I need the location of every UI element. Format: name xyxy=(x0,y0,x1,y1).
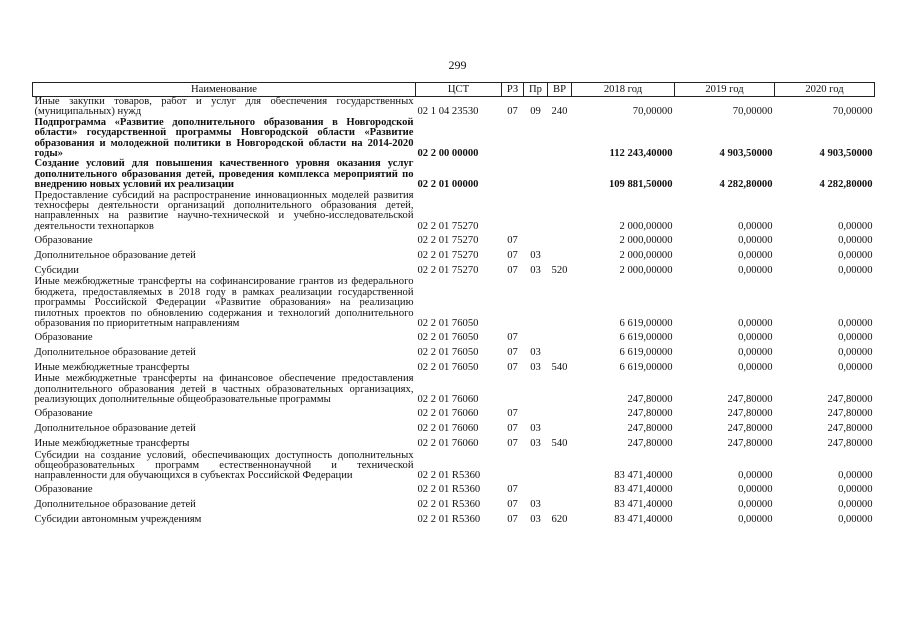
row-2018: 2 000,00000 xyxy=(619,249,673,261)
row-rz xyxy=(502,374,524,405)
table-row xyxy=(33,247,875,262)
row-name: Иные межбюджетные трансферты на финансовое обеспечение предоставления дополнительного образования детей в частных образовательных организациях, реализующих дополнительные общеобразовательные программы xyxy=(34,373,414,406)
row-2020: 0,00000 xyxy=(838,331,873,343)
row-vr xyxy=(548,329,572,344)
row-vr xyxy=(548,118,572,160)
row-name: Образование xyxy=(34,408,93,420)
table-row xyxy=(33,191,875,233)
table-row xyxy=(33,159,875,190)
header-cst: ЦСТ xyxy=(416,83,502,97)
row-2020: 247,80000 xyxy=(827,408,873,420)
row-2018: 70,00000 xyxy=(632,106,673,118)
row-cst: 02 2 01 75270 xyxy=(417,264,479,276)
row-2020: 0,00000 xyxy=(838,249,873,261)
row-2019: 4 282,80000 xyxy=(719,179,773,191)
row-2019: 0,00000 xyxy=(738,249,773,261)
row-name: Субсидии автономным учреждениям xyxy=(34,514,202,526)
row-2018: 247,80000 xyxy=(627,394,673,406)
row-rz: 07 xyxy=(507,514,518,526)
row-vr xyxy=(548,191,572,233)
table-row xyxy=(33,512,875,527)
row-2020: 0,00000 xyxy=(838,484,873,496)
header-2019: 2019 год xyxy=(675,83,775,97)
row-2019: 247,80000 xyxy=(727,408,773,420)
row-2018: 6 619,00000 xyxy=(619,361,673,373)
row-vr: 540 xyxy=(551,361,568,373)
row-name: Дополнительное образование детей xyxy=(34,346,196,358)
row-2019: 0,00000 xyxy=(738,514,773,526)
row-vr xyxy=(548,277,572,329)
row-name: Субсидии на создание условий, обеспечивающих доступность дополнительных общеобразовательных программ естественнонаучной и технической направленности для обучающихся в субъектах Российской Федерации xyxy=(34,449,414,482)
header-name: Наименование xyxy=(33,83,416,97)
row-vr xyxy=(548,497,572,512)
row-pr xyxy=(524,329,548,344)
row-cst: 02 2 01 76060 xyxy=(417,423,479,435)
row-vr: 540 xyxy=(551,438,568,450)
row-pr: 03 xyxy=(530,249,541,261)
row-2018: 6 619,00000 xyxy=(619,317,673,329)
row-pr: 03 xyxy=(530,514,541,526)
row-pr: 03 xyxy=(530,264,541,276)
row-2018: 109 881,50000 xyxy=(608,179,673,191)
table-row xyxy=(33,421,875,436)
row-vr xyxy=(548,159,572,190)
row-pr xyxy=(524,118,548,160)
row-cst: 02 2 01 76060 xyxy=(417,394,479,406)
row-2020: 0,00000 xyxy=(838,361,873,373)
row-2018: 83 471,40000 xyxy=(614,484,673,496)
row-rz xyxy=(502,159,524,190)
table-row xyxy=(33,436,875,451)
row-name: Создание условий для повышения качественного уровня оказания услуг дополнительного образования детей, проведения комплекса мероприятий по внедрению новых условий их реализации xyxy=(34,158,414,191)
header-pr: Пр xyxy=(524,83,548,97)
row-cst: 02 2 01 00000 xyxy=(417,179,479,191)
row-vr: 240 xyxy=(551,106,568,118)
row-cst: 02 2 01 76050 xyxy=(417,331,479,343)
row-2020: 247,80000 xyxy=(827,438,873,450)
row-2020: 4 282,80000 xyxy=(819,179,873,191)
row-rz xyxy=(502,118,524,160)
row-cst: 02 2 01 76060 xyxy=(417,438,479,450)
row-name: Образование xyxy=(34,234,93,246)
row-name: Образование xyxy=(34,331,93,343)
row-2020: 4 903,50000 xyxy=(819,148,873,160)
table-row xyxy=(33,451,875,482)
row-vr: 520 xyxy=(551,264,568,276)
row-name: Иные закупки товаров, работ и услуг для обеспечения государственных (муниципальных) нужд xyxy=(34,96,414,118)
row-name: Дополнительное образование детей xyxy=(34,423,196,435)
row-cst: 02 2 01 76050 xyxy=(417,317,479,329)
row-rz xyxy=(502,277,524,329)
row-vr xyxy=(548,451,572,482)
row-cst: 02 2 00 00000 xyxy=(417,148,479,160)
row-2019: 0,00000 xyxy=(738,317,773,329)
row-2018: 112 243,40000 xyxy=(609,148,673,160)
row-vr xyxy=(548,374,572,405)
row-rz xyxy=(502,191,524,233)
header-rz: РЗ xyxy=(502,83,524,97)
row-2020: 0,00000 xyxy=(838,220,873,232)
row-2020: 70,00000 xyxy=(832,106,873,118)
row-pr xyxy=(524,406,548,421)
row-name: Иные межбюджетные трансферты на софинансирование грантов из федерального бюджета, предоставляемых в 2018 году в рамках реализации государственной программы Российской Федерации «Развитие образования» на реализацию пилотных проектов по обновлению содержания и технологий дополнительного образования по приоритетным направлениям xyxy=(34,276,414,329)
row-vr xyxy=(548,421,572,436)
row-pr xyxy=(524,232,548,247)
table-row xyxy=(33,118,875,160)
row-rz: 07 xyxy=(507,408,518,420)
row-cst: 02 2 01 R5360 xyxy=(417,470,481,482)
row-vr xyxy=(548,247,572,262)
row-rz: 07 xyxy=(507,331,518,343)
row-2019: 247,80000 xyxy=(727,394,773,406)
row-2019: 0,00000 xyxy=(738,346,773,358)
row-vr xyxy=(548,232,572,247)
row-2019: 247,80000 xyxy=(727,423,773,435)
row-2019: 0,00000 xyxy=(738,361,773,373)
row-cst: 02 2 01 R5360 xyxy=(417,499,481,511)
row-2019: 0,00000 xyxy=(738,264,773,276)
row-name: Иные межбюджетные трансферты xyxy=(34,438,190,450)
row-rz: 07 xyxy=(507,346,518,358)
row-2018: 2 000,00000 xyxy=(619,220,673,232)
row-2020: 0,00000 xyxy=(838,346,873,358)
row-vr xyxy=(548,482,572,497)
row-2018: 2 000,00000 xyxy=(619,234,673,246)
row-rz xyxy=(502,451,524,482)
row-cst: 02 2 01 R5360 xyxy=(417,514,481,526)
row-name: Дополнительное образование детей xyxy=(34,499,196,511)
table-row xyxy=(33,374,875,405)
page-number: 299 xyxy=(448,58,467,72)
row-cst: 02 2 01 76050 xyxy=(417,361,479,373)
row-pr xyxy=(524,482,548,497)
row-2019: 0,00000 xyxy=(738,234,773,246)
table-row xyxy=(33,482,875,497)
row-2018: 2 000,00000 xyxy=(619,264,673,276)
row-name: Дополнительное образование детей xyxy=(34,249,196,261)
row-name: Подпрограмма «Развитие дополнительного образования в Новгородской области» государственной программы Новгородской области «Развитие образования и молодежной политики в Новгородской области на 2014-2020 годы» xyxy=(34,116,414,160)
row-vr xyxy=(548,344,572,359)
row-2018: 83 471,40000 xyxy=(614,514,673,526)
row-2018: 247,80000 xyxy=(627,438,673,450)
row-vr: 620 xyxy=(551,514,568,526)
row-cst: 02 1 04 23530 xyxy=(417,106,479,118)
row-name: Образование xyxy=(34,484,93,496)
row-2018: 247,80000 xyxy=(627,423,673,435)
row-pr xyxy=(524,374,548,405)
row-pr xyxy=(524,191,548,233)
table-row xyxy=(33,262,875,277)
row-pr: 03 xyxy=(530,499,541,511)
row-2020: 247,80000 xyxy=(827,423,873,435)
row-rz: 07 xyxy=(507,234,518,246)
row-pr: 03 xyxy=(530,346,541,358)
row-rz: 07 xyxy=(507,106,518,118)
row-name: Субсидии xyxy=(34,264,79,276)
row-2019: 0,00000 xyxy=(738,499,773,511)
row-name: Предоставление субсидий на распространение инновационных моделей развития техносферы деятельности организаций дополнительного образования детей, направленных на развитие научно-технической и учебно-исследовательской деятельности технопарков xyxy=(34,189,414,232)
row-2020: 0,00000 xyxy=(838,499,873,511)
row-pr: 09 xyxy=(530,106,541,118)
row-2019: 0,00000 xyxy=(738,470,773,482)
table-row xyxy=(33,406,875,421)
row-2018: 83 471,40000 xyxy=(614,470,673,482)
budget-table xyxy=(32,82,875,527)
row-2018: 6 619,00000 xyxy=(619,331,673,343)
row-pr xyxy=(524,159,548,190)
row-rz: 07 xyxy=(507,423,518,435)
row-2019: 0,00000 xyxy=(738,331,773,343)
row-cst: 02 2 01 75270 xyxy=(417,234,479,246)
row-2020: 0,00000 xyxy=(838,264,873,276)
row-2020: 0,00000 xyxy=(838,234,873,246)
row-cst: 02 2 01 76060 xyxy=(417,408,479,420)
header-2020: 2020 год xyxy=(775,83,875,97)
row-2018: 247,80000 xyxy=(627,408,673,420)
row-2018: 6 619,00000 xyxy=(619,346,673,358)
row-2019: 4 903,50000 xyxy=(719,148,773,160)
row-name: Иные межбюджетные трансферты xyxy=(34,361,190,373)
header-2018: 2018 год xyxy=(572,83,675,97)
row-pr xyxy=(524,277,548,329)
row-pr xyxy=(524,451,548,482)
row-cst: 02 2 01 75270 xyxy=(417,249,479,261)
row-2019: 0,00000 xyxy=(738,484,773,496)
header-row xyxy=(33,83,875,97)
table-row xyxy=(33,497,875,512)
row-2020: 0,00000 xyxy=(838,317,873,329)
row-rz: 07 xyxy=(507,499,518,511)
table-row xyxy=(33,97,875,118)
row-2018: 83 471,40000 xyxy=(614,499,673,511)
header-vr: ВР xyxy=(548,83,572,97)
row-rz: 07 xyxy=(507,264,518,276)
row-2020: 0,00000 xyxy=(838,470,873,482)
table-row xyxy=(33,359,875,374)
row-2019: 0,00000 xyxy=(738,220,773,232)
table-row xyxy=(33,232,875,247)
row-pr: 03 xyxy=(530,361,541,373)
row-rz: 07 xyxy=(507,361,518,373)
row-rz: 07 xyxy=(507,438,518,450)
row-rz: 07 xyxy=(507,484,518,496)
row-pr: 03 xyxy=(530,438,541,450)
table-row xyxy=(33,277,875,329)
row-cst: 02 2 01 R5360 xyxy=(417,484,481,496)
row-2020: 247,80000 xyxy=(827,394,873,406)
row-vr xyxy=(548,406,572,421)
row-cst: 02 2 01 76050 xyxy=(417,346,479,358)
row-2020: 0,00000 xyxy=(838,514,873,526)
table-row xyxy=(33,329,875,344)
row-pr: 03 xyxy=(530,423,541,435)
table-row xyxy=(33,344,875,359)
row-2019: 70,00000 xyxy=(732,106,773,118)
row-rz: 07 xyxy=(507,249,518,261)
row-2019: 247,80000 xyxy=(727,438,773,450)
row-cst: 02 2 01 75270 xyxy=(417,220,479,232)
